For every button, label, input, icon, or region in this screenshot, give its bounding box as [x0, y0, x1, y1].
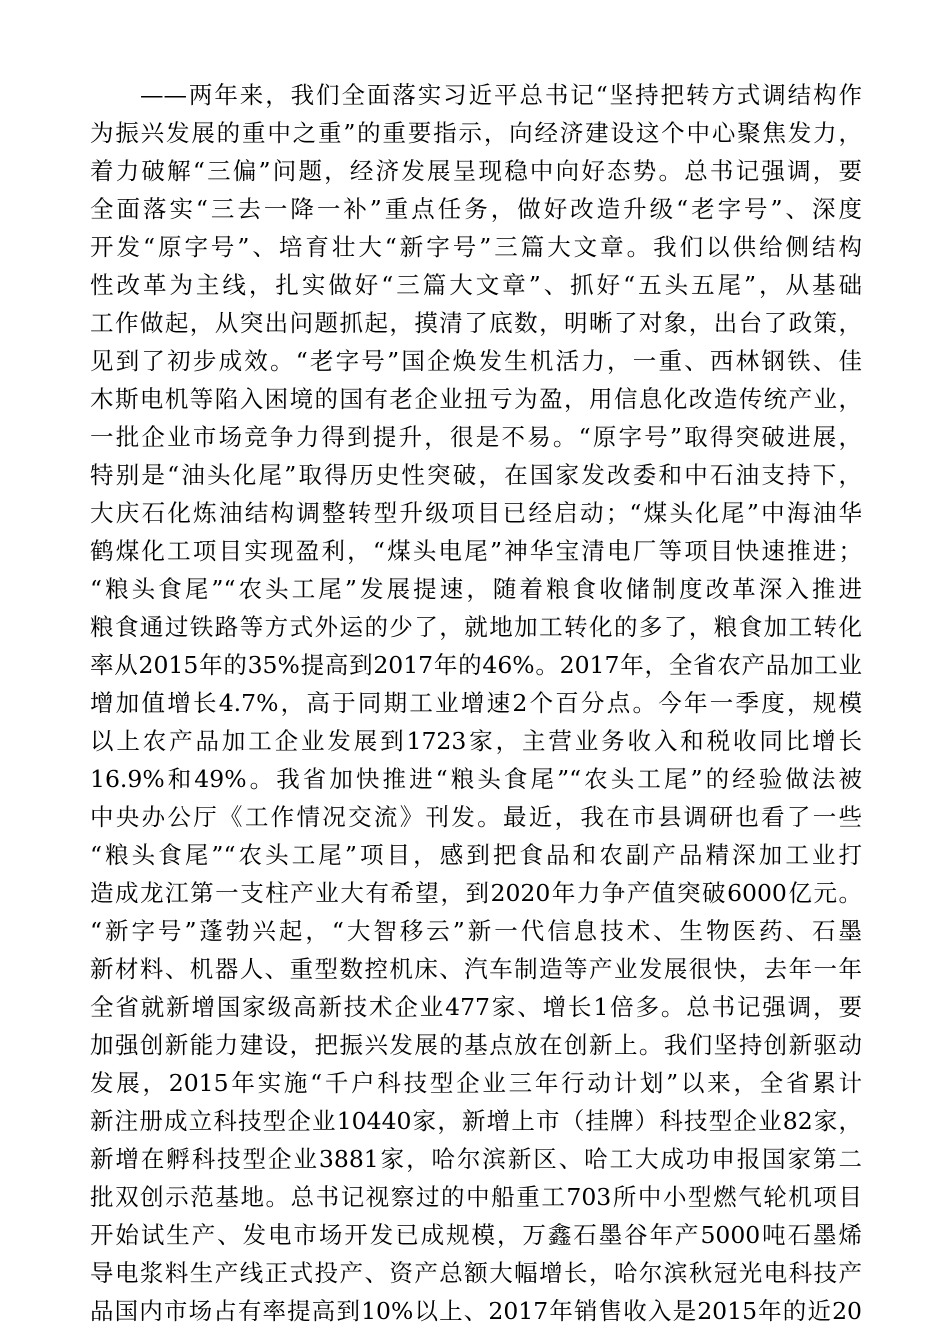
- paragraph-line: 全面落实“三去一降一补”重点任务，做好改造升级“老字号”、深度: [90, 195, 862, 223]
- paragraph-line: 品国内市场占有率提高到10%以上、2017年销售收入是2015年的近20: [90, 1297, 862, 1325]
- paragraph-line: 鹤煤化工项目实现盈利，“煤头电尾”神华宝清电厂等项目快速推进；: [90, 537, 862, 565]
- paragraph-line: 开始试生产、发电市场开发已成规模，万鑫石墨谷年产5000吨石墨烯: [90, 1221, 862, 1249]
- paragraph-line: 中央办公厅《工作情况交流》刊发。最近，我在市县调研也看了一些: [90, 803, 862, 831]
- paragraph-line: 以上农产品加工企业发展到1723家，主营业务收入和税收同比增长: [90, 727, 862, 755]
- paragraph-line: 新材料、机器人、重型数控机床、汽车制造等产业发展很快，去年一年: [90, 955, 862, 983]
- paragraph-line: 着力破解“三偏”问题，经济发展呈现稳中向好态势。总书记强调，要: [90, 157, 862, 185]
- paragraph-line: 工作做起，从突出问题抓起，摸清了底数，明晰了对象，出台了政策，: [90, 309, 862, 337]
- paragraph-line: 粮食通过铁路等方式外运的少了，就地加工转化的多了，粮食加工转化: [90, 613, 862, 641]
- paragraph-line: “粮头食尾”“农头工尾”发展提速，随着粮食收储制度改革深入推进: [90, 575, 862, 603]
- paragraph-line: 性改革为主线，扎实做好“三篇大文章”、抓好“五头五尾”，从基础: [90, 271, 862, 299]
- paragraph-line: 新增在孵科技型企业3881家，哈尔滨新区、哈工大成功申报国家第二: [90, 1145, 862, 1173]
- paragraph-line: 见到了初步成效。“老字号”国企焕发生机活力，一重、西林钢铁、佳: [90, 347, 862, 375]
- paragraph-line: 开发“原字号”、培育壮大“新字号”三篇大文章。我们以供给侧结构: [90, 233, 862, 261]
- paragraph-line: 16.9%和49%。我省加快推进“粮头食尾”“农头工尾”的经验做法被: [90, 765, 862, 793]
- paragraph-line: 加强创新能力建设，把振兴发展的基点放在创新上。我们坚持创新驱动: [90, 1031, 862, 1059]
- paragraph-line: 造成龙江第一支柱产业大有希望，到2020年力争产值突破6000亿元。: [90, 879, 862, 907]
- paragraph-line: ——两年来，我们全面落实习近平总书记“坚持把转方式调结构作: [140, 81, 862, 109]
- paragraph-line: 木斯电机等陷入困境的国有老企业扭亏为盈，用信息化改造传统产业，: [90, 385, 862, 413]
- paragraph-line: 全省就新增国家级高新技术企业477家、增长1倍多。总书记强调，要: [90, 993, 862, 1021]
- paragraph-line: 导电浆料生产线正式投产、资产总额大幅增长，哈尔滨秋冠光电科技产: [90, 1259, 862, 1287]
- paragraph-line: 新注册成立科技型企业10440家，新增上市（挂牌）科技型企业82家，: [90, 1107, 862, 1135]
- paragraph-line: “新字号”蓬勃兴起，“大智移云”新一代信息技术、生物医药、石墨: [90, 917, 862, 945]
- paragraph-line: 发展，2015年实施“千户科技型企业三年行动计划”以来，全省累计: [90, 1069, 862, 1097]
- paragraph-line: 增加值增长4.7%，高于同期工业增速2个百分点。今年一季度，规模: [90, 689, 862, 717]
- paragraph-line: 大庆石化炼油结构调整转型升级项目已经启动；“煤头化尾”中海油华: [90, 499, 862, 527]
- paragraph-line: “粮头食尾”“农头工尾”项目，感到把食品和农副产品精深加工业打: [90, 841, 862, 869]
- paragraph-line: 为振兴发展的重中之重”的重要指示，向经济建设这个中心聚焦发力，: [90, 119, 862, 147]
- paragraph-line: 批双创示范基地。总书记视察过的中船重工703所中小型燃气轮机项目: [90, 1183, 862, 1211]
- paragraph-line: 率从2015年的35%提高到2017年的46%。2017年，全省农产品加工业: [90, 651, 862, 679]
- paragraph-line: 一批企业市场竞争力得到提升，很是不易。“原字号”取得突破进展，: [90, 423, 862, 451]
- paragraph-line: 特别是“油头化尾”取得历史性突破，在国家发改委和中石油支持下，: [90, 461, 862, 489]
